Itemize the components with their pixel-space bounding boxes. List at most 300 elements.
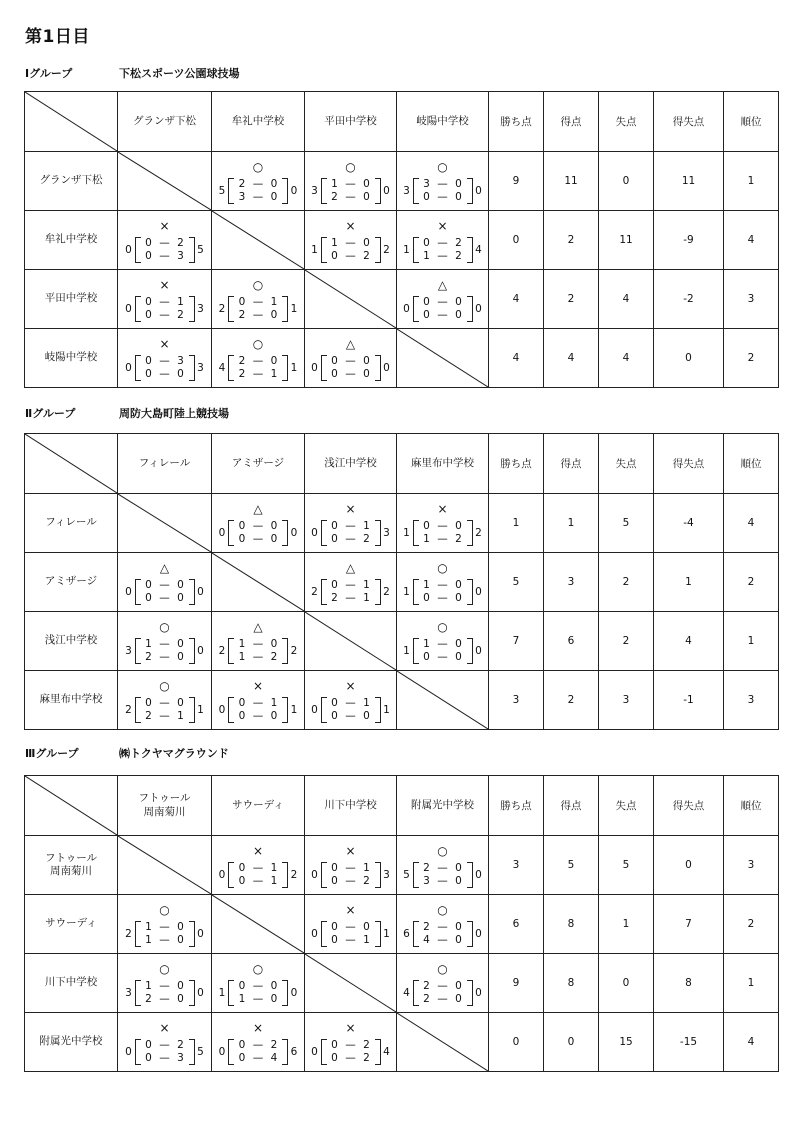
half-score-opponent: 0: [177, 697, 184, 709]
rank-cell: 4: [724, 211, 779, 270]
bracket-left: [413, 579, 419, 605]
result-cell: [118, 612, 212, 671]
score-dash: —: [345, 579, 356, 591]
score-dash: —: [437, 934, 448, 946]
half-score-opponent: 0: [363, 355, 370, 367]
bracket-left: [135, 296, 141, 322]
rank-cell: 3: [724, 270, 779, 329]
score-dash: —: [159, 710, 170, 722]
stat-header: 得失点: [654, 776, 724, 836]
half-score-opponent: 2: [363, 1052, 370, 1064]
half-score-own: 1: [423, 638, 430, 650]
team-name: 川下中学校: [44, 976, 98, 989]
second-half-score: [330, 934, 372, 947]
score-dash: —: [159, 651, 170, 663]
result-cell: [212, 954, 305, 1013]
half-score-own: 0: [238, 710, 246, 722]
goals-for-cell: 3: [544, 553, 599, 612]
half-score-own: 0: [145, 309, 152, 321]
table-row: [25, 836, 779, 895]
second-half-score: [422, 651, 464, 664]
result-cell: [305, 553, 397, 612]
half-score-own: 1: [238, 638, 246, 650]
table-row: [25, 329, 779, 388]
first-half-score: [144, 355, 186, 368]
points-cell: 3: [489, 671, 544, 730]
score-dash: —: [345, 1039, 356, 1051]
total-score-own: 1: [311, 244, 318, 256]
match-result: [397, 612, 488, 670]
half-score-opponent: 2: [363, 533, 370, 545]
stat-header: 勝ち点: [489, 434, 544, 494]
half-score-opponent: 0: [177, 592, 184, 604]
half-scores: [330, 697, 372, 723]
result-mark-icon: △: [345, 561, 356, 575]
result-mark-icon: ×: [345, 219, 356, 233]
stat-header: 勝ち点: [489, 776, 544, 836]
second-half-score: [144, 250, 186, 263]
total-score-own: 4: [218, 362, 226, 374]
first-half-score: [330, 178, 372, 191]
total-score-own: 0: [311, 869, 318, 881]
total-score-own: 2: [125, 928, 132, 940]
half-score-opponent: 0: [177, 993, 184, 1005]
second-half-score: [144, 651, 186, 664]
half-score-own: 2: [238, 368, 246, 380]
result-cell: [397, 612, 489, 671]
goal-difference-cell: -4: [654, 494, 724, 553]
score-dash: —: [159, 1052, 170, 1064]
second-half-score: [237, 993, 279, 1006]
second-half-score: [237, 1052, 279, 1065]
half-score-own: 2: [423, 921, 430, 933]
bracket-left: [135, 697, 141, 723]
half-score-opponent: 0: [363, 178, 370, 190]
goal-difference-cell: 8: [654, 954, 724, 1013]
score-dash: —: [437, 296, 448, 308]
self-match-cell: [212, 895, 305, 954]
half-score-own: 2: [238, 309, 246, 321]
half-score-opponent: 0: [455, 296, 462, 308]
bracket-left: [135, 579, 141, 605]
points-cell: 0: [489, 211, 544, 270]
points-cell: 1: [489, 494, 544, 553]
total-score-opponent: 3: [383, 869, 390, 881]
result-mark-icon: ○: [159, 903, 170, 917]
score-dash: —: [252, 651, 264, 663]
half-score-own: 0: [238, 1052, 246, 1064]
diagonal-line: [118, 494, 211, 552]
half-score-own: 0: [145, 355, 152, 367]
half-scores: [237, 296, 279, 322]
table-header-row: [25, 92, 779, 152]
team-name: 牟礼中学校: [231, 114, 285, 127]
score-dash: —: [345, 178, 356, 190]
score-dash: —: [159, 237, 170, 249]
half-score-own: 2: [423, 993, 430, 1005]
result-cell: [118, 553, 212, 612]
second-half-score: [237, 368, 279, 381]
half-score-own: 0: [238, 862, 246, 874]
score-dash: —: [159, 368, 170, 380]
goals-against-cell: 0: [599, 152, 654, 211]
score-dash: —: [437, 921, 448, 933]
score-dash: —: [345, 368, 356, 380]
bracket-left: [321, 178, 327, 204]
column-team-header: [212, 434, 305, 494]
rank-cell: 1: [724, 612, 779, 671]
total-score-opponent: 1: [383, 928, 390, 940]
half-scores: [422, 862, 464, 888]
half-score-own: 1: [331, 237, 338, 249]
score-line: [212, 178, 304, 204]
points-cell: 6: [489, 895, 544, 954]
score-line: [305, 178, 396, 204]
half-scores: [422, 296, 464, 322]
half-score-opponent: 0: [363, 191, 370, 203]
score-dash: —: [437, 178, 448, 190]
half-score-own: 1: [145, 934, 152, 946]
match-result: [305, 211, 396, 269]
match-result: [397, 152, 488, 210]
total-score-own: 4: [403, 987, 410, 999]
match-result: [305, 329, 396, 387]
score-dash: —: [252, 710, 264, 722]
goal-difference-cell: 11: [654, 152, 724, 211]
result-cell: [212, 612, 305, 671]
score-dash: —: [159, 934, 170, 946]
half-score-opponent: 0: [270, 710, 278, 722]
stat-header: 順位: [724, 776, 779, 836]
first-half-score: [422, 980, 464, 993]
team-name: 麻里布中学校: [411, 456, 474, 469]
half-scores: [144, 638, 186, 664]
score-dash: —: [345, 237, 356, 249]
half-scores: [330, 178, 372, 204]
score-dash: —: [437, 651, 448, 663]
bracket-left: [413, 296, 419, 322]
score-line: [397, 520, 488, 546]
stat-header: 順位: [724, 434, 779, 494]
first-half-score: [330, 862, 372, 875]
half-score-opponent: 2: [270, 651, 278, 663]
match-result: [118, 553, 211, 611]
team-name: 平田中学校: [44, 292, 98, 305]
column-team-header: [397, 92, 489, 152]
half-score-opponent: 0: [363, 921, 370, 933]
total-score-opponent: 0: [475, 586, 482, 598]
half-score-own: 0: [331, 875, 338, 887]
half-score-own: 0: [331, 250, 338, 262]
score-line: [305, 1039, 396, 1065]
score-line: [397, 296, 488, 322]
total-score-opponent: 0: [475, 645, 482, 657]
column-team-header: [118, 92, 212, 152]
first-half-score: [237, 862, 279, 875]
half-scores: [422, 921, 464, 947]
total-score-opponent: 0: [197, 586, 204, 598]
first-half-score: [422, 579, 464, 592]
result-cell: [212, 329, 305, 388]
score-dash: —: [345, 355, 356, 367]
second-half-score: [144, 1052, 186, 1065]
diagonal-line: [118, 152, 211, 210]
result-mark-icon: △: [253, 502, 263, 516]
points-cell: 0: [489, 1013, 544, 1072]
goals-for-cell: 8: [544, 954, 599, 1013]
score-dash: —: [159, 296, 170, 308]
half-score-opponent: 2: [455, 533, 462, 545]
goals-for-cell: 0: [544, 1013, 599, 1072]
goals-against-cell: 4: [599, 270, 654, 329]
half-score-own: 0: [331, 579, 338, 591]
total-score-own: 0: [218, 869, 226, 881]
total-score-own: 0: [311, 1046, 318, 1058]
score-dash: —: [345, 934, 356, 946]
second-half-score: [237, 710, 279, 723]
stat-header: 失点: [599, 434, 654, 494]
result-mark-icon: ×: [252, 1021, 264, 1035]
goals-against-cell: 1: [599, 895, 654, 954]
points-cell: 9: [489, 954, 544, 1013]
rank-cell: 1: [724, 954, 779, 1013]
total-score-opponent: 5: [197, 244, 204, 256]
score-line: [118, 1039, 211, 1065]
goals-for-cell: 6: [544, 612, 599, 671]
match-result: [212, 329, 304, 387]
first-half-score: [144, 697, 186, 710]
team-name: グランザ下松: [39, 174, 103, 187]
stat-header: 得点: [544, 434, 599, 494]
bracket-left: [413, 862, 419, 888]
first-half-score: [330, 237, 372, 250]
bracket-left: [228, 980, 234, 1006]
score-dash: —: [437, 237, 448, 249]
result-cell: [397, 553, 489, 612]
half-score-opponent: 0: [270, 520, 278, 532]
first-half-score: [422, 862, 464, 875]
bracket-left: [413, 921, 419, 947]
stat-header: 失点: [599, 776, 654, 836]
bracket-left: [413, 638, 419, 664]
half-score-opponent: 3: [177, 1052, 184, 1064]
total-score-opponent: 0: [290, 987, 298, 999]
score-dash: —: [252, 296, 264, 308]
score-dash: —: [252, 993, 264, 1005]
result-mark-icon: ○: [437, 844, 448, 858]
half-score-own: 0: [145, 1039, 152, 1051]
match-result: [397, 553, 488, 611]
half-score-opponent: 2: [177, 1039, 184, 1051]
half-score-own: 2: [238, 355, 246, 367]
total-score-opponent: 1: [383, 704, 390, 716]
half-scores: [144, 579, 186, 605]
self-match-cell: [118, 494, 212, 553]
team-name: 牟礼中学校: [44, 233, 98, 246]
half-score-opponent: 0: [455, 934, 462, 946]
row-team-header: [25, 1013, 118, 1072]
first-half-score: [237, 178, 279, 191]
half-score-opponent: 0: [270, 191, 278, 203]
group-venue: 下松スポーツ公園球技場: [119, 67, 240, 80]
goals-for-cell: 2: [544, 211, 599, 270]
total-score-opponent: 4: [475, 244, 482, 256]
score-line: [212, 638, 304, 664]
score-dash: —: [159, 697, 170, 709]
half-score-opponent: 1: [363, 697, 370, 709]
half-score-opponent: 2: [363, 1039, 370, 1051]
team-name: 岐陽中学校: [416, 114, 469, 127]
score-dash: —: [345, 875, 356, 887]
result-mark-icon: △: [437, 278, 448, 292]
half-score-own: 1: [238, 993, 246, 1005]
goal-difference-cell: 4: [654, 612, 724, 671]
half-score-opponent: 1: [177, 710, 184, 722]
half-score-own: 0: [238, 980, 246, 992]
goal-difference-cell: -15: [654, 1013, 724, 1072]
half-score-own: 3: [423, 178, 430, 190]
first-half-score: [422, 296, 464, 309]
self-match-cell: [212, 553, 305, 612]
result-mark-icon: ×: [252, 844, 264, 858]
table-row: [25, 553, 779, 612]
match-result: [305, 494, 396, 552]
score-line: [118, 697, 211, 723]
second-half-score: [144, 934, 186, 947]
score-dash: —: [345, 710, 356, 722]
score-dash: —: [252, 191, 264, 203]
result-cell: [118, 270, 212, 329]
half-score-own: 1: [423, 579, 430, 591]
total-score-own: 0: [125, 586, 132, 598]
score-dash: —: [159, 1039, 170, 1051]
rank-cell: 2: [724, 329, 779, 388]
total-score-opponent: 1: [290, 303, 298, 315]
group-header: [25, 65, 240, 81]
match-result: [118, 612, 211, 670]
total-score-opponent: 0: [475, 303, 482, 315]
result-mark-icon: ○: [437, 160, 448, 174]
bracket-left: [228, 1039, 234, 1065]
match-result: [118, 671, 211, 729]
result-mark-icon: ×: [159, 219, 170, 233]
score-dash: —: [437, 993, 448, 1005]
half-score-opponent: 0: [455, 178, 462, 190]
result-cell: [212, 270, 305, 329]
half-score-own: 0: [331, 921, 338, 933]
table-row: [25, 152, 779, 211]
result-cell: [212, 671, 305, 730]
result-cell: [397, 270, 489, 329]
match-result: [305, 152, 396, 210]
row-team-header: [25, 152, 118, 211]
half-score-own: 0: [423, 296, 430, 308]
half-score-own: 1: [145, 980, 152, 992]
self-match-cell: [118, 836, 212, 895]
match-result: [212, 494, 304, 552]
goals-for-cell: 2: [544, 671, 599, 730]
bracket-left: [321, 921, 327, 947]
result-mark-icon: ×: [345, 502, 356, 516]
score-dash: —: [252, 309, 264, 321]
half-score-opponent: 2: [455, 237, 462, 249]
half-score-own: 0: [331, 697, 338, 709]
half-score-opponent: 0: [455, 191, 462, 203]
half-score-opponent: 0: [455, 638, 462, 650]
half-score-opponent: 0: [455, 579, 462, 591]
score-line: [118, 638, 211, 664]
half-scores: [237, 697, 279, 723]
half-score-own: 2: [423, 980, 430, 992]
match-result: [305, 836, 396, 894]
first-half-score: [422, 638, 464, 651]
half-score-own: 2: [145, 710, 152, 722]
score-dash: —: [437, 191, 448, 203]
half-scores: [330, 862, 372, 888]
half-score-own: 2: [145, 993, 152, 1005]
half-scores: [422, 579, 464, 605]
half-scores: [144, 237, 186, 263]
diagonal-line: [25, 434, 117, 493]
match-result: [212, 152, 304, 210]
half-score-own: 0: [331, 934, 338, 946]
half-scores: [237, 520, 279, 546]
first-half-score: [144, 296, 186, 309]
half-score-own: 0: [331, 1039, 338, 1051]
points-cell: 3: [489, 836, 544, 895]
second-half-score: [330, 191, 372, 204]
rank-cell: 3: [724, 836, 779, 895]
bracket-left: [135, 237, 141, 263]
self-match-cell: [397, 329, 489, 388]
score-line: [397, 237, 488, 263]
score-dash: —: [159, 579, 170, 591]
self-match-cell: [305, 612, 397, 671]
bracket-left: [228, 638, 234, 664]
half-scores: [422, 638, 464, 664]
bracket-left: [321, 697, 327, 723]
total-score-own: 0: [311, 527, 318, 539]
half-score-opponent: 0: [455, 875, 462, 887]
score-line: [212, 355, 304, 381]
first-half-score: [144, 980, 186, 993]
stat-header: 失点: [599, 92, 654, 152]
column-team-header: [118, 434, 212, 494]
half-score-opponent: 0: [455, 651, 462, 663]
score-dash: —: [159, 921, 170, 933]
score-dash: —: [437, 875, 448, 887]
total-score-own: 2: [218, 303, 226, 315]
result-cell: [397, 895, 489, 954]
corner-cell: [25, 92, 118, 152]
total-score-opponent: 0: [475, 869, 482, 881]
result-mark-icon: △: [345, 337, 356, 351]
first-half-score: [144, 921, 186, 934]
score-line: [118, 296, 211, 322]
bracket-left: [413, 178, 419, 204]
second-half-score: [237, 191, 279, 204]
second-half-score: [422, 592, 464, 605]
score-dash: —: [159, 355, 170, 367]
half-score-own: 0: [423, 592, 430, 604]
result-cell: [397, 152, 489, 211]
goal-difference-cell: -9: [654, 211, 724, 270]
score-line: [305, 237, 396, 263]
half-score-opponent: 1: [270, 697, 278, 709]
half-scores: [144, 980, 186, 1006]
half-score-opponent: 1: [363, 579, 370, 591]
goals-against-cell: 3: [599, 671, 654, 730]
